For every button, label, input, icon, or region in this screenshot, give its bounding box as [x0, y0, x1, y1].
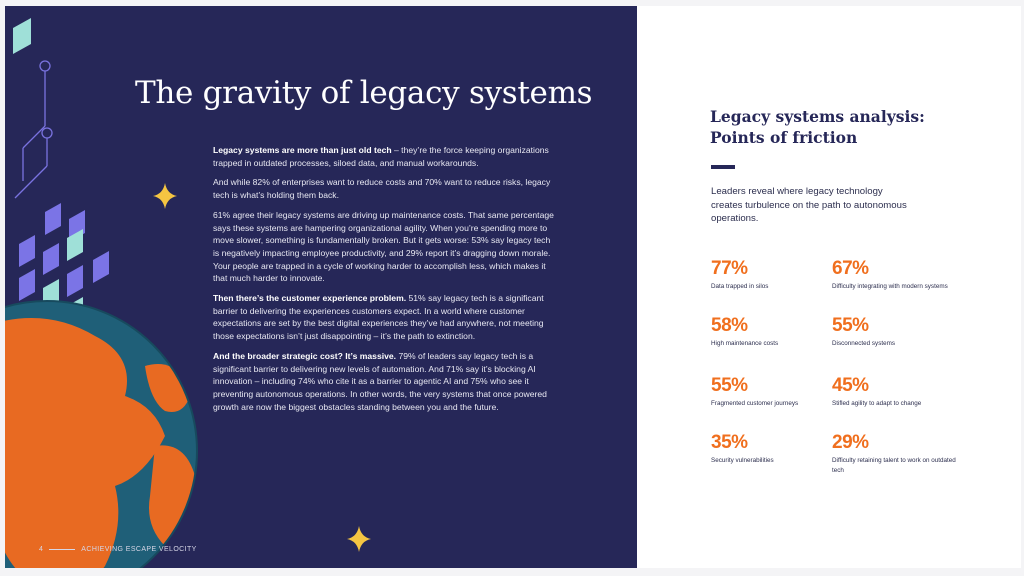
stat-label: Disconnected systems: [832, 340, 895, 347]
globe-icon: [5, 301, 197, 568]
title-accent-bar: [711, 165, 735, 169]
stat-label: High maintenance costs: [711, 340, 779, 347]
stat-item: [832, 258, 972, 292]
stat-item: [711, 375, 851, 409]
paragraph-text: And while 82% of enterprises want to reduce costs and 70% want to reduce risks, legacy tech is what’s holding them back.: [213, 177, 551, 201]
paragraph-text: 79% of leaders say legacy tech is a significant barrier to delivering new levels of automation. And 71% say it’s blocking AI innovation – including 74% who cite it as a barrier to agentic AI and 75% who see it preventing autonomous operations. In other words, the very systems that once powered growth are now the biggest obstacles standing between you and the future.: [213, 350, 547, 412]
paragraph: [213, 350, 558, 414]
stat-label: Stifled agility to adapt to change: [832, 400, 922, 407]
stat-value: 55%: [832, 315, 869, 336]
stat-label: Difficulty retaining talent to work on outdated tech: [832, 457, 956, 474]
stat-label: Fragmented customer journeys: [711, 400, 799, 407]
paragraph-text: 61% agree their legacy systems are driving up maintenance costs. That same percentage says these systems are hampering organizational agility. When you’re spending more to move slower, something is fundamentally broken. But it gets worse: 53% say legacy tech is negatively impacting employee productivity, and 29% report it’s dragging down morale. Your people are trapped in a cycle of working harder to accomplish less, which makes it that much harder to innovate.: [213, 209, 554, 284]
sidebar-title-line: Points of friction: [710, 128, 858, 147]
stat-value: 29%: [832, 432, 869, 453]
stat-value: 67%: [832, 258, 869, 279]
page-number: 4: [39, 546, 44, 553]
stat-item: [832, 432, 967, 475]
stat-value: 55%: [711, 375, 748, 396]
stat-value: 45%: [832, 375, 869, 396]
page-footer: [39, 546, 197, 553]
paragraph-lead: And the broader strategic cost? It’s massive.: [213, 350, 397, 361]
stat-label: Difficulty integrating with modern systems: [832, 283, 948, 290]
footer-label: ACHIEVING ESCAPE VELOCITY: [81, 546, 197, 553]
footer-rule: [49, 549, 75, 550]
stat-item: [832, 375, 972, 409]
sidebar-title: [710, 106, 970, 148]
sidebar-intro: Leaders reveal where legacy technology creates turbulence on the path to autonomous operations.: [711, 186, 907, 225]
paragraph-lead: Then there’s the customer experience problem.: [213, 293, 407, 304]
sidebar-title-line: Legacy systems analysis:: [710, 107, 925, 126]
stat-item: [711, 315, 851, 349]
stat-item: [711, 258, 851, 292]
left-page: [5, 6, 637, 568]
stat-item: [832, 315, 972, 349]
paragraph: [213, 144, 558, 169]
sparkle-star-icon: [347, 526, 371, 552]
stat-value: 58%: [711, 315, 748, 336]
stat-label: Security vulnerabilities: [711, 457, 774, 464]
stat-value: 77%: [711, 258, 748, 279]
paragraph: [213, 292, 558, 343]
sparkle-star-icon: [153, 183, 177, 209]
right-page: [637, 6, 1021, 568]
paragraph-text: – they’re the force keeping organizations trapped in outdated processes, siloed data, and manual workarounds.: [213, 145, 549, 168]
body-text: [213, 144, 558, 420]
paragraph: [213, 209, 558, 285]
stat-item: [711, 432, 851, 466]
paragraph-lead: Legacy systems are more than just old tech: [213, 145, 392, 155]
stat-value: 35%: [711, 432, 748, 453]
paragraph: [213, 176, 558, 201]
paragraph-text: 51% say legacy tech is a significant barrier to delivering the experiences customers expect. In a world where customer expectations are set by the best digital experiences they’ve had anywhere, not meeting those expectations isn’t just disappointing – it’s the path to extinction.: [213, 293, 544, 342]
circuit-lines-icon: [15, 61, 52, 198]
page-title: The gravity of legacy systems: [135, 75, 593, 111]
stat-label: Data trapped in silos: [711, 283, 769, 290]
